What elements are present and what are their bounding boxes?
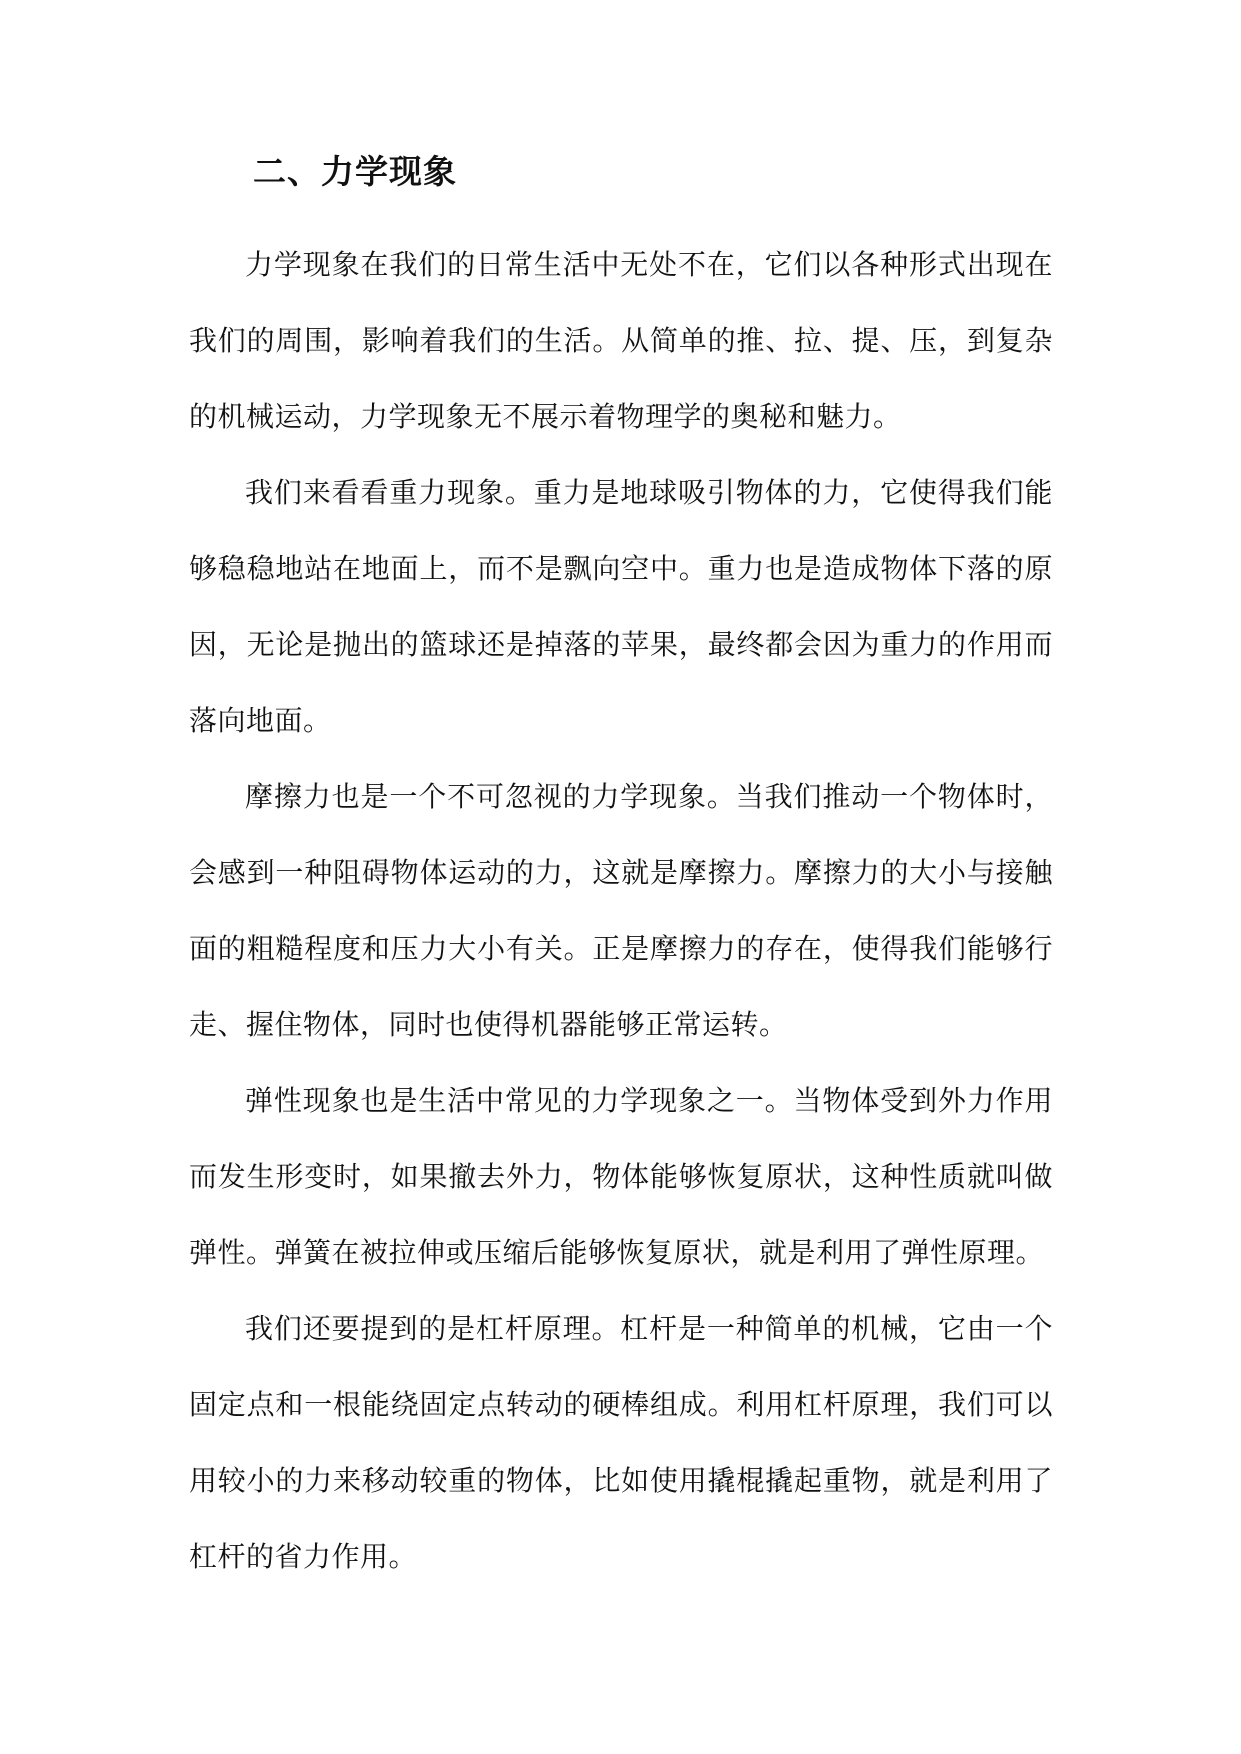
paragraph-gravity: 我们来看看重力现象。重力是地球吸引物体的力，它使得我们能够稳稳地站在地面上，而不是飘向空中。重力也是造成物体下落的原因，无论是抛出的篮球还是掉落的苹果，最终都会因为重力的作用而落向地面。: [189, 476, 1053, 737]
paragraph-lever: 我们还要提到的是杠杆原理。杠杆是一种简单的机械，它由一个固定点和一根能绕固定点转动的硬棒组成。利用杠杆原理，我们可以用较小的力来移动较重的物体，比如使用撬棍撬起重物，就是利用了杠杆的省力作用。: [189, 1312, 1053, 1573]
section-heading: 二、力学现象: [253, 152, 457, 191]
paragraph-intro: 力学现象在我们的日常生活中无处不在，它们以各种形式出现在我们的周围，影响着我们的生活。从简单的推、拉、提、压，到复杂的机械运动，力学现象无不展示着物理学的奥秘和魅力。: [189, 248, 1053, 433]
section-body: [189, 227, 1053, 1595]
paragraph-elasticity: 弹性现象也是生活中常见的力学现象之一。当物体受到外力作用而发生形变时，如果撤去外力，物体能够恢复原状，这种性质就叫做弹性。弹簧在被拉伸或压缩后能够恢复原状，就是利用了弹性原理。: [189, 1084, 1053, 1269]
paragraph-friction: 摩擦力也是一个不可忽视的力学现象。当我们推动一个物体时，会感到一种阻碍物体运动的力，这就是摩擦力。摩擦力的大小与接触面的粗糙程度和压力大小有关。正是摩擦力的存在，使得我们能够行走、握住物体，同时也使得机器能够正常运转。: [189, 780, 1053, 1041]
